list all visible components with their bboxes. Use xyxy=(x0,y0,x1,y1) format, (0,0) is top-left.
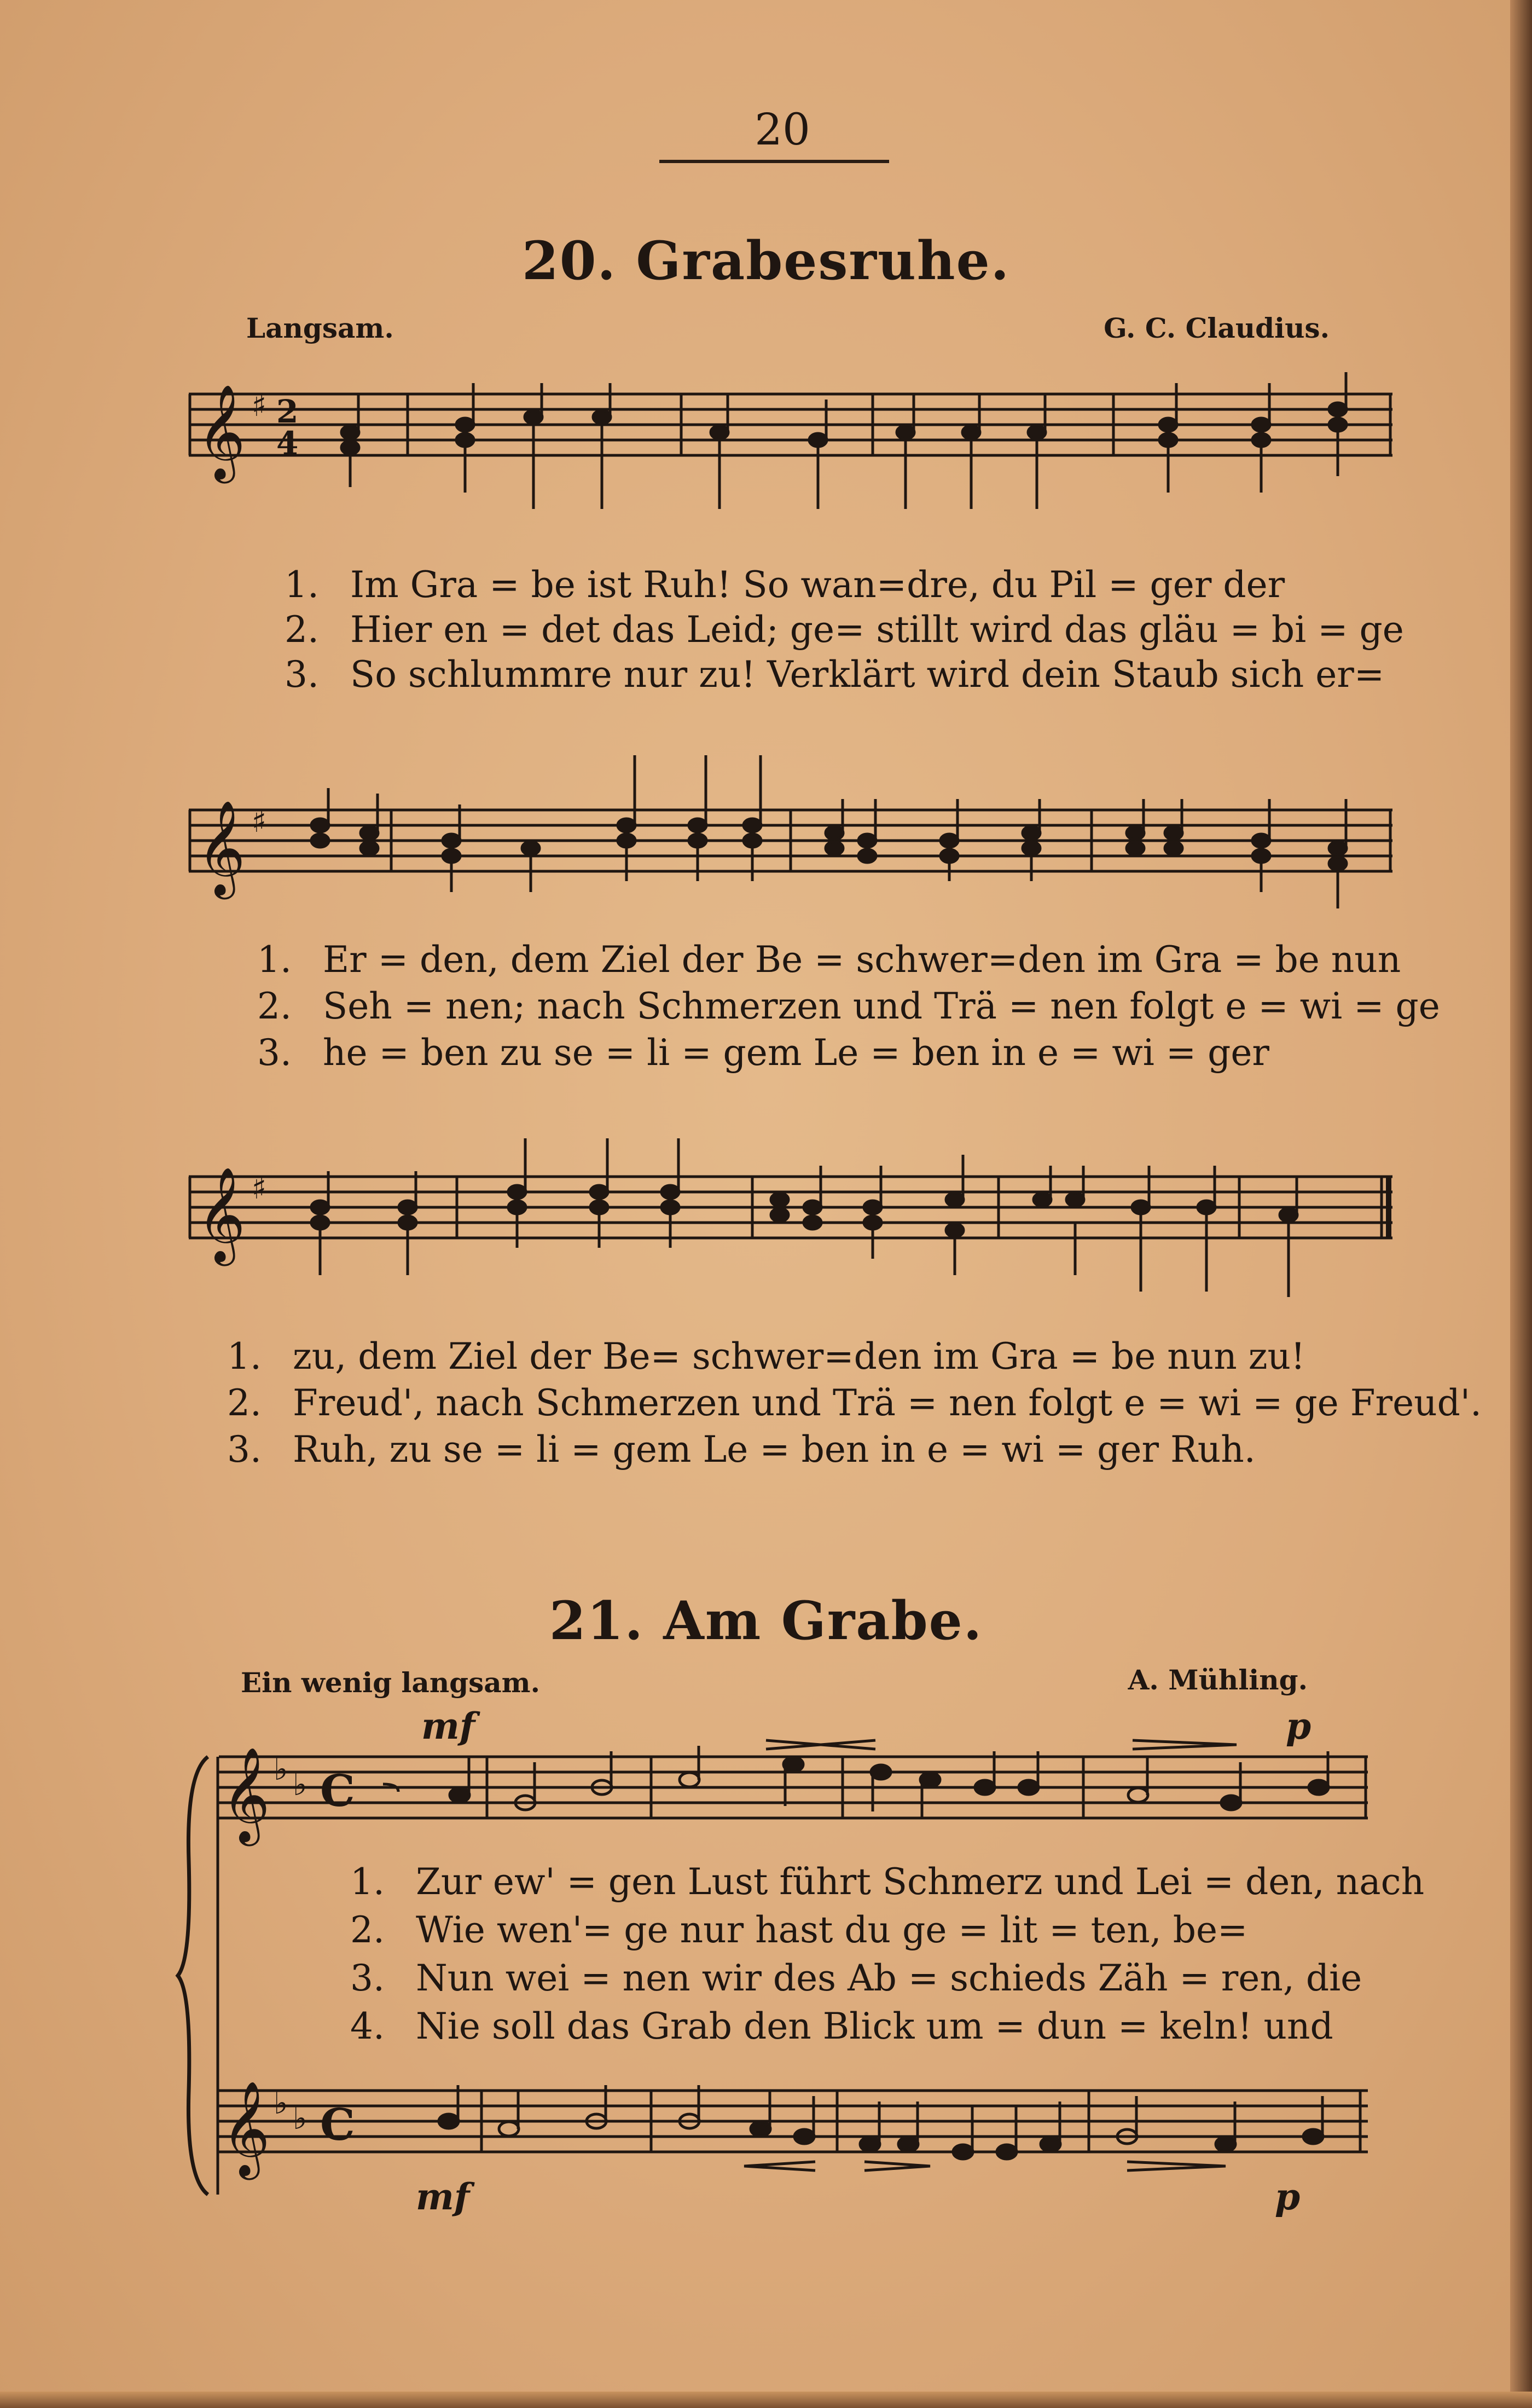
treble-clef-icon: 𝄞 xyxy=(197,800,246,895)
song-20-staff-1 xyxy=(189,383,1392,525)
song-21-tempo: Ein wenig langsam. xyxy=(241,1666,540,1699)
system-brace xyxy=(175,1751,219,2200)
sharp-icon: ♯ xyxy=(252,388,267,424)
song-20-staff-3 xyxy=(189,1166,1392,1308)
song-20-verse-3-line-3: 3. Ruh, zu se = li = gem Le = ben in e = wi = ger Ruh. xyxy=(227,1428,1256,1471)
treble-clef-icon: 𝄞 xyxy=(222,2081,270,2176)
song-21-verse-4: 4. Nie soll das Grab den Blick um = dun = keln! und xyxy=(350,2005,1333,2047)
song-21-staff-upper xyxy=(219,1746,1368,1855)
song-20-verse-1-line-2: 1. Er = den, dem Ziel der Be = schwer=den im Gra = be nun xyxy=(257,939,1401,981)
flat-icon: ♭ xyxy=(293,2101,307,2137)
song-21-verse-1: 1. Zur ew' = gen Lust führt Schmerz und Lei = den, nach xyxy=(350,1861,1425,1903)
page-edge-bottom xyxy=(0,2392,1532,2408)
song-21-verse-2: 2. Wie wen'= ge nur hast du ge = lit = ten, be= xyxy=(350,1909,1248,1951)
flat-icon: ♭ xyxy=(274,1752,288,1787)
header-rule xyxy=(659,160,889,163)
song-20-title: 20. Grabesruhe. xyxy=(521,230,1011,292)
song-20-verse-1-line-1: 1. Im Gra = be ist Ruh! So wan=dre, du Pil = ger der xyxy=(285,564,1285,606)
song-21-title: 21. Am Grabe. xyxy=(549,1590,983,1652)
treble-clef-icon: 𝄞 xyxy=(197,384,246,479)
song-20-tempo: Langsam. xyxy=(246,312,394,344)
time-signature-bottom: 4 xyxy=(276,425,299,462)
treble-clef-icon: 𝄞 xyxy=(222,1747,270,1842)
song-21-composer: A. Mühling. xyxy=(1128,1664,1308,1696)
dynamic-mf-top: mf xyxy=(421,1705,475,1747)
song-21-staff-lower xyxy=(219,2080,1368,2200)
song-21-verse-3: 3. Nun wei = nen wir des Ab = schieds Zäh = ren, die xyxy=(350,1957,1362,1999)
song-20-verse-2-line-1: 2. Hier en = det das Leid; ge= stillt wird das gläu = bi = ge xyxy=(285,609,1404,651)
notes-system-3 xyxy=(311,1138,1297,1297)
flat-icon: ♭ xyxy=(274,2086,288,2121)
final-barline xyxy=(1386,1177,1391,1238)
flat-icon: ♭ xyxy=(293,1767,307,1803)
common-time-icon: C xyxy=(320,1765,355,1816)
dynamic-p-bottom: p xyxy=(1275,2175,1301,2218)
song-20-composer: G. C. Claudius. xyxy=(1104,312,1330,344)
sharp-icon: ♯ xyxy=(252,804,267,840)
song-20-verse-3-line-1: 3. So schlummre nur zu! Verklärt wird dein Staub sich er= xyxy=(285,653,1385,696)
dynamic-mf-bottom: mf xyxy=(416,2175,470,2218)
song-20-verse-2-line-2: 2. Seh = nen; nach Schmerzen und Trä = nen folgt e = wi = ge xyxy=(257,985,1440,1027)
common-time-icon: C xyxy=(320,2099,355,2150)
song-20-verse-1-line-3: 1. zu, dem Ziel der Be= schwer=den im Gra = be nun zu! xyxy=(227,1335,1305,1377)
notes-system-2 xyxy=(311,755,1347,908)
page-edge-shadow xyxy=(1510,0,1532,2408)
notes-upper-staff xyxy=(383,1740,1328,1817)
song-20-staff-2 xyxy=(189,799,1392,908)
page-number: 20 xyxy=(755,104,810,155)
song-20-verse-3-line-2: 3. he = ben zu se = li = gem Le = ben in e = wi = ger xyxy=(257,1032,1269,1074)
dynamic-p-top: p xyxy=(1286,1705,1312,1747)
song-20-verse-2-line-3: 2. Freud', nach Schmerzen und Trä = nen folgt e = wi = ge Freud'. xyxy=(227,1382,1482,1424)
notes-lower-staff xyxy=(439,2085,1323,2170)
time-signature-top: 2 xyxy=(276,393,299,430)
treble-clef-icon: 𝄞 xyxy=(197,1167,246,1262)
sharp-icon: ♯ xyxy=(252,1171,267,1206)
